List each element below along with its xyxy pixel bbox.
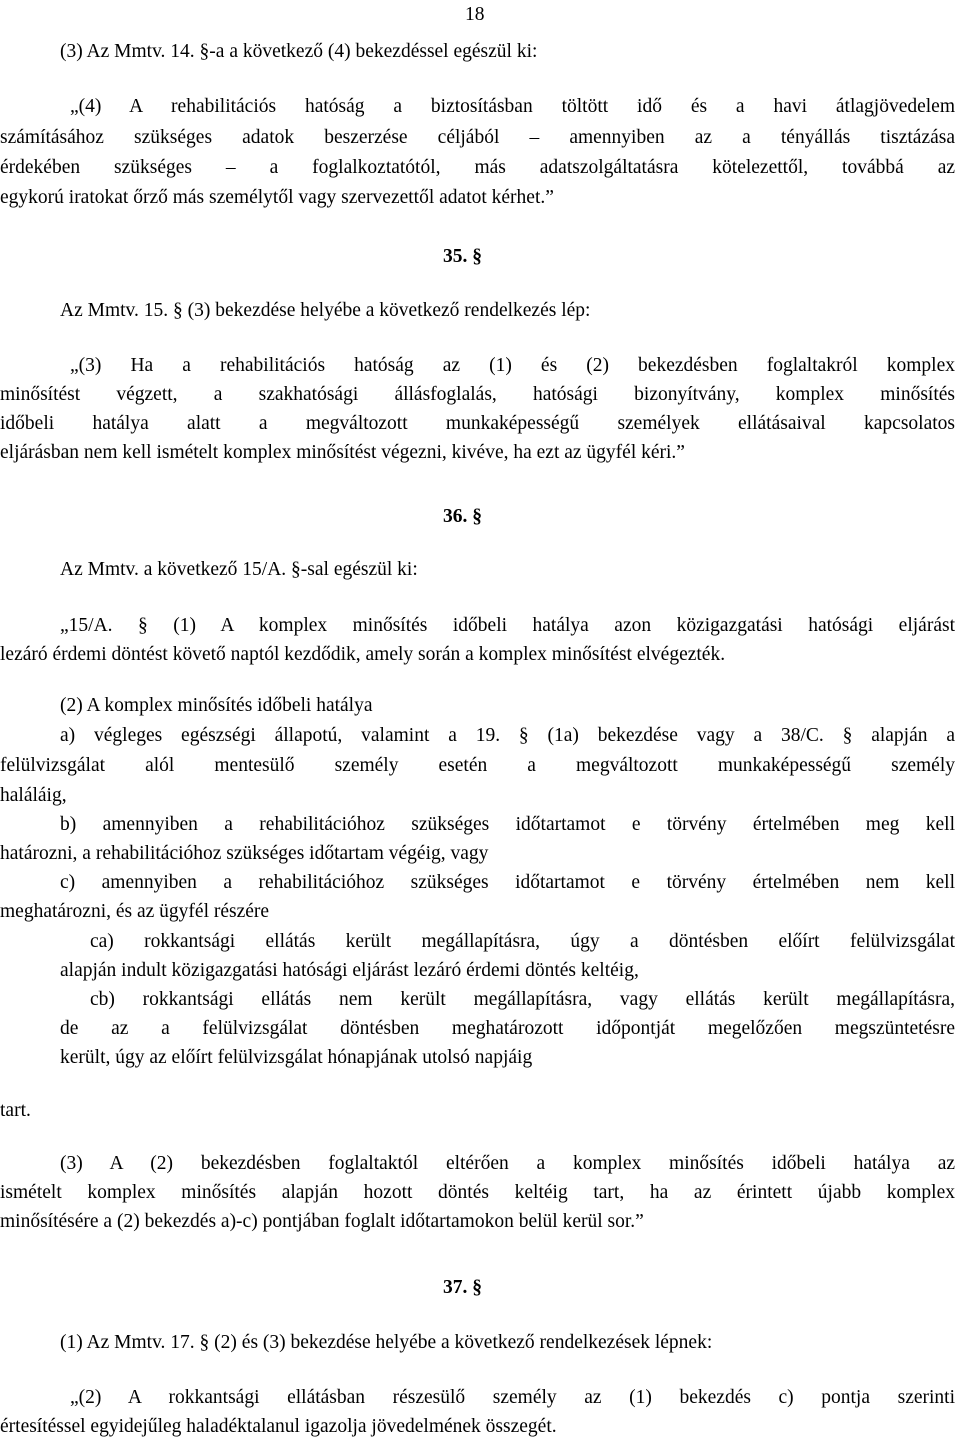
- text-line: felülvizsgálat alól mentesülő személy esetén a megváltozott munkaképességű személy: [0, 755, 955, 776]
- text-line: Az Mmtv. 15. § (3) bekezdése helyébe a következő rendelkezés lép:: [60, 300, 591, 321]
- text-line: határozni, a rehabilitációhoz szükséges időtartam végéig, vagy: [0, 843, 489, 864]
- section-heading: 37. §: [443, 1277, 482, 1298]
- text-line: a) végleges egészségi állapotú, valamint a 19. § (1a) bekezdése vagy a 38/C. § alapján a: [60, 725, 955, 746]
- page-number: 18: [465, 4, 485, 25]
- text-line: lezáró érdemi döntést követő naptól kezdődik, amely során a komplex minősítést elvégezték.: [0, 644, 726, 665]
- text-line: minősítésére a (2) bekezdés a)-c) pontjában foglalt időtartamokon belül kerül sor.”: [0, 1211, 644, 1232]
- section-heading: 35. §: [443, 246, 482, 267]
- text-line: minősítést végzett, a szakhatósági állásfoglalás, hatósági bizonyítvány, komplex minősítés: [0, 384, 955, 405]
- text-line: haláláig,: [0, 785, 67, 806]
- text-line: „(3) Ha a rehabilitációs hatóság az (1) és (2) bekezdésben foglaltakról komplex: [70, 355, 955, 376]
- text-line: de az a felülvizsgálat döntésben meghatározott időpontját megelőzően megszüntetésre: [60, 1018, 955, 1039]
- text-line: (3) A (2) bekezdésben foglaltaktól eltérően a komplex minősítés időbeli hatálya az: [60, 1153, 955, 1174]
- text-line: ismételt komplex minősítés alapján hozott döntés keltéig tart, ha az érintett újabb komplex: [0, 1182, 955, 1203]
- text-line: ca) rokkantsági ellátás került megállapításra, úgy a döntésben előírt felülvizsgálat: [90, 931, 955, 952]
- text-line: „(4) A rehabilitációs hatóság a biztosításban töltött idő és a havi átlagjövedelem: [70, 96, 955, 117]
- text-line: (3) Az Mmtv. 14. §-a a következő (4) bekezdéssel egészül ki:: [60, 41, 538, 62]
- text-line: (1) Az Mmtv. 17. § (2) és (3) bekezdése helyébe a következő rendelkezések lépnek:: [60, 1332, 713, 1353]
- section-heading: 36. §: [443, 506, 482, 527]
- text-line: alapján indult közigazgatási hatósági eljárást lezáró érdemi döntés keltéig,: [60, 960, 639, 981]
- text-line: egykorú iratokat őrző más személytől vagy szervezettől adatot kérhet.”: [0, 187, 554, 208]
- text-line: tart.: [0, 1100, 31, 1121]
- text-line: számításához szükséges adatok beszerzése céljából – amennyiben az a tényállás tisztázása: [0, 127, 955, 148]
- text-line: időbeli hatálya alatt a megváltozott munkaképességű személyek ellátásaival kapcsolatos: [0, 413, 955, 434]
- text-line: cb) rokkantsági ellátás nem került megállapításra, vagy ellátás került megállapításra,: [90, 989, 955, 1010]
- text-line: Az Mmtv. a következő 15/A. §-sal egészül ki:: [60, 559, 418, 580]
- text-line: értesítéssel egyidejűleg haladéktalanul igazolja jövedelmének összegét.: [0, 1416, 557, 1437]
- text-line: meghatározni, és az ügyfél részére: [0, 901, 270, 922]
- text-line: eljárásban nem kell ismételt komplex minősítést végezni, kivéve, ha ezt az ügyfél kéri.”: [0, 442, 685, 463]
- text-line: „(2) A rokkantsági ellátásban részesülő személy az (1) bekezdés c) pontja szerinti: [70, 1387, 955, 1408]
- text-line: került, úgy az előírt felülvizsgálat hónapjának utolsó napjáig: [60, 1047, 533, 1068]
- text-line: érdekében szükséges – a foglalkoztatótól, más adatszolgáltatásra kötelezettől, továbbá az: [0, 157, 955, 178]
- text-line: b) amennyiben a rehabilitációhoz szükséges időtartamot e törvény értelmében meg kell: [60, 814, 955, 835]
- text-line: (2) A komplex minősítés időbeli hatálya: [60, 695, 373, 716]
- text-line: c) amennyiben a rehabilitációhoz szükséges időtartamot e törvény értelmében nem kell: [60, 872, 955, 893]
- text-line: „15/A. § (1) A komplex minősítés időbeli hatálya azon közigazgatási hatósági eljárást: [60, 615, 955, 636]
